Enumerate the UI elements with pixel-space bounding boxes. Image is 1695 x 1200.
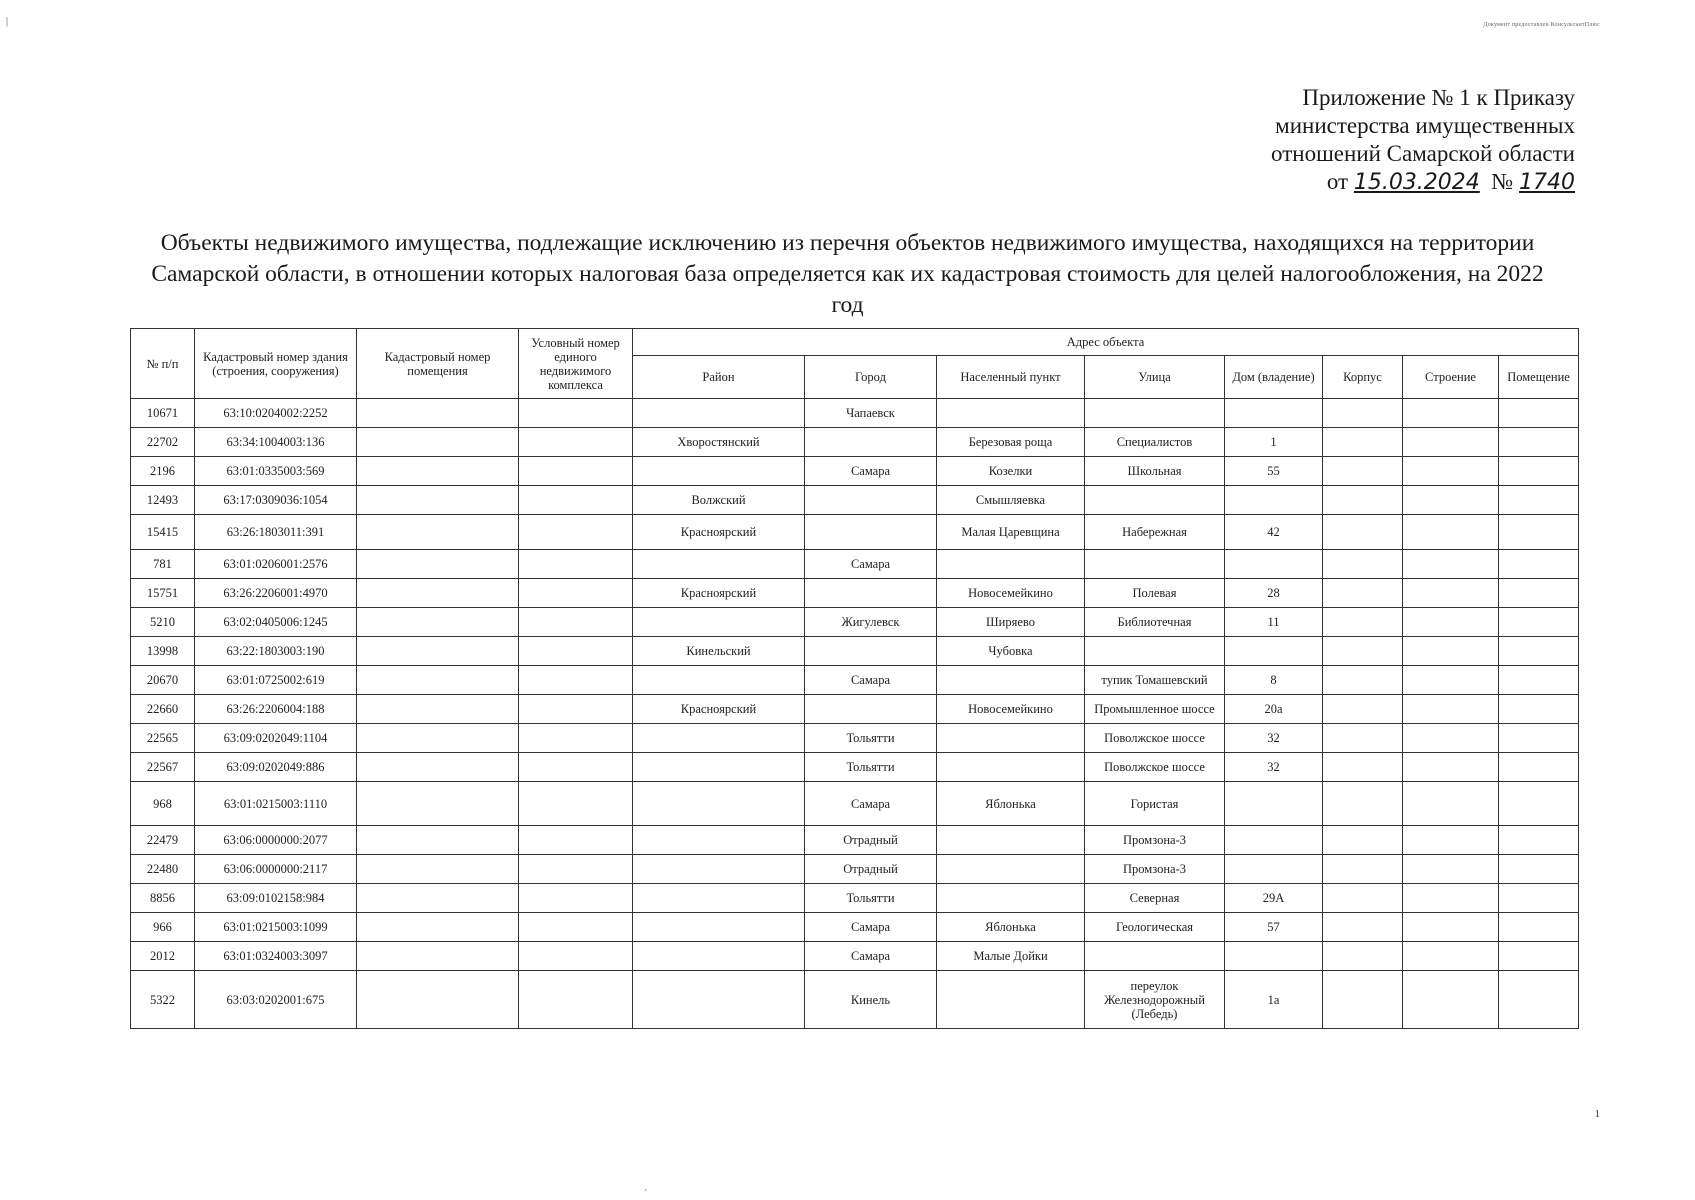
table-row: [131, 637, 1579, 666]
cell-korpus: [1323, 724, 1403, 753]
cell-city: Тольятти: [805, 884, 937, 913]
cell-street: [1085, 550, 1225, 579]
cell-num: 781: [131, 550, 195, 579]
cell-settlement: Новосемейкино: [937, 579, 1085, 608]
cell-complex: [519, 826, 633, 855]
appendix-date-line: [1271, 168, 1575, 197]
cell-korpus: [1323, 913, 1403, 942]
cell-building: 63:06:0000000:2117: [195, 855, 357, 884]
cell-house: 55: [1225, 457, 1323, 486]
cell-room: [357, 428, 519, 457]
cell-complex: [519, 608, 633, 637]
cell-pomeshchenie: [1499, 942, 1579, 971]
cell-stroenie: [1403, 826, 1499, 855]
cell-city: Отрадный: [805, 855, 937, 884]
table-row: [131, 579, 1579, 608]
cell-city: Отрадный: [805, 826, 937, 855]
table-row: [131, 724, 1579, 753]
cell-street: переулок Железнодорожный (Лебедь): [1085, 971, 1225, 1029]
cell-district: [633, 884, 805, 913]
cell-pomeshchenie: [1499, 515, 1579, 550]
cell-building: 63:03:0202001:675: [195, 971, 357, 1029]
page-number: 1: [1594, 1108, 1600, 1120]
cell-complex: [519, 971, 633, 1029]
cell-num: 2012: [131, 942, 195, 971]
cell-room: [357, 608, 519, 637]
cell-building: 63:09:0202049:886: [195, 753, 357, 782]
cell-pomeshchenie: [1499, 695, 1579, 724]
cell-num: 22479: [131, 826, 195, 855]
cell-room: [357, 942, 519, 971]
cell-settlement: Козелки: [937, 457, 1085, 486]
cell-house: [1225, 550, 1323, 579]
cell-building: 63:34:1004003:136: [195, 428, 357, 457]
cell-building: 63:10:0204002:2252: [195, 399, 357, 428]
cell-settlement: Смышляевка: [937, 486, 1085, 515]
cell-city: Тольятти: [805, 724, 937, 753]
cell-city: Самара: [805, 913, 937, 942]
cell-building: 63:09:0102158:984: [195, 884, 357, 913]
cell-building: 63:22:1803003:190: [195, 637, 357, 666]
cell-korpus: [1323, 971, 1403, 1029]
cell-stroenie: [1403, 855, 1499, 884]
cell-street: [1085, 637, 1225, 666]
cell-settlement: [937, 884, 1085, 913]
cell-settlement: [937, 724, 1085, 753]
table-row: [131, 826, 1579, 855]
table-row: [131, 971, 1579, 1029]
cell-room: [357, 695, 519, 724]
cell-room: [357, 457, 519, 486]
cell-complex: [519, 724, 633, 753]
cell-building: 63:01:0215003:1099: [195, 913, 357, 942]
cell-settlement: Новосемейкино: [937, 695, 1085, 724]
cell-settlement: Ширяево: [937, 608, 1085, 637]
table-row: [131, 942, 1579, 971]
cell-korpus: [1323, 457, 1403, 486]
cell-building: 63:17:0309036:1054: [195, 486, 357, 515]
cell-stroenie: [1403, 486, 1499, 515]
cell-num: 968: [131, 782, 195, 826]
cell-num: 10671: [131, 399, 195, 428]
cell-building: 63:01:0215003:1110: [195, 782, 357, 826]
cell-street: Северная: [1085, 884, 1225, 913]
cell-stroenie: [1403, 666, 1499, 695]
cell-pomeshchenie: [1499, 486, 1579, 515]
cell-korpus: [1323, 486, 1403, 515]
cell-num: 966: [131, 913, 195, 942]
table-row: [131, 608, 1579, 637]
cell-complex: [519, 515, 633, 550]
cell-district: [633, 782, 805, 826]
cell-house: 32: [1225, 753, 1323, 782]
cell-complex: [519, 855, 633, 884]
cell-city: Самара: [805, 782, 937, 826]
cell-pomeshchenie: [1499, 782, 1579, 826]
cell-room: [357, 913, 519, 942]
cell-stroenie: [1403, 913, 1499, 942]
cell-house: 11: [1225, 608, 1323, 637]
cell-stroenie: [1403, 971, 1499, 1029]
cell-num: 13998: [131, 637, 195, 666]
cell-korpus: [1323, 855, 1403, 884]
cell-stroenie: [1403, 637, 1499, 666]
cell-num: 22567: [131, 753, 195, 782]
cell-stroenie: [1403, 695, 1499, 724]
cell-house: [1225, 486, 1323, 515]
cell-korpus: [1323, 608, 1403, 637]
cell-num: 15751: [131, 579, 195, 608]
cell-house: 1: [1225, 428, 1323, 457]
cell-num: 15415: [131, 515, 195, 550]
cell-building: 63:01:0206001:2576: [195, 550, 357, 579]
cell-pomeshchenie: [1499, 753, 1579, 782]
cell-num: 2196: [131, 457, 195, 486]
cell-street: [1085, 942, 1225, 971]
table-row: [131, 855, 1579, 884]
cell-street: Полевая: [1085, 579, 1225, 608]
cell-street: Библиотечная: [1085, 608, 1225, 637]
cell-pomeshchenie: [1499, 855, 1579, 884]
cell-street: [1085, 399, 1225, 428]
cell-district: [633, 608, 805, 637]
cell-korpus: [1323, 942, 1403, 971]
cell-pomeshchenie: [1499, 608, 1579, 637]
cell-room: [357, 550, 519, 579]
cell-settlement: [937, 826, 1085, 855]
cell-stroenie: [1403, 782, 1499, 826]
header-house: Дом (владение): [1225, 356, 1323, 399]
cell-korpus: [1323, 666, 1403, 695]
cell-house: 29А: [1225, 884, 1323, 913]
cell-room: [357, 515, 519, 550]
cell-room: [357, 637, 519, 666]
cell-house: 57: [1225, 913, 1323, 942]
cell-settlement: [937, 399, 1085, 428]
cell-district: [633, 753, 805, 782]
cell-pomeshchenie: [1499, 637, 1579, 666]
table-row: [131, 753, 1579, 782]
cell-district: [633, 942, 805, 971]
cell-room: [357, 884, 519, 913]
cell-house: [1225, 826, 1323, 855]
order-date: 15.03.2024: [1353, 170, 1480, 195]
cell-stroenie: [1403, 884, 1499, 913]
table-row: [131, 913, 1579, 942]
cell-complex: [519, 428, 633, 457]
cell-house: [1225, 942, 1323, 971]
cell-room: [357, 579, 519, 608]
cell-building: 63:01:0725002:619: [195, 666, 357, 695]
cell-complex: [519, 666, 633, 695]
scan-mark: ': [645, 1188, 647, 1199]
cell-pomeshchenie: [1499, 666, 1579, 695]
cell-settlement: Чубовка: [937, 637, 1085, 666]
cell-korpus: [1323, 884, 1403, 913]
cell-building: 63:01:0335003:569: [195, 457, 357, 486]
cell-building: 63:06:0000000:2077: [195, 826, 357, 855]
header-stroenie: Строение: [1403, 356, 1499, 399]
cell-street: Поволжское шоссе: [1085, 724, 1225, 753]
cell-room: [357, 486, 519, 515]
cell-city: Чапаевск: [805, 399, 937, 428]
table-row: [131, 550, 1579, 579]
cell-num: 22660: [131, 695, 195, 724]
cell-pomeshchenie: [1499, 457, 1579, 486]
table-row: [131, 782, 1579, 826]
cell-korpus: [1323, 695, 1403, 724]
appendix-line-1: Приложение № 1 к Приказу: [1302, 85, 1575, 110]
header-korpus: Корпус: [1323, 356, 1403, 399]
cell-pomeshchenie: [1499, 884, 1579, 913]
table-row: [131, 695, 1579, 724]
table-row: [131, 515, 1579, 550]
cell-num: 22480: [131, 855, 195, 884]
table-row: [131, 399, 1579, 428]
cell-district: [633, 399, 805, 428]
table-row: [131, 486, 1579, 515]
cell-city: Жигулевск: [805, 608, 937, 637]
cell-pomeshchenie: [1499, 826, 1579, 855]
header-address: Адрес объекта: [633, 329, 1579, 356]
cell-complex: [519, 637, 633, 666]
cell-street: Поволжское шоссе: [1085, 753, 1225, 782]
cell-complex: [519, 579, 633, 608]
number-label: №: [1491, 169, 1514, 194]
cell-pomeshchenie: [1499, 971, 1579, 1029]
cell-building: 63:26:2206004:188: [195, 695, 357, 724]
cell-korpus: [1323, 826, 1403, 855]
cell-city: Самара: [805, 550, 937, 579]
cell-street: Школьная: [1085, 457, 1225, 486]
margin-mark: |: [6, 16, 9, 27]
cell-city: Самара: [805, 942, 937, 971]
cell-complex: [519, 457, 633, 486]
cell-pomeshchenie: [1499, 550, 1579, 579]
header-district: Район: [633, 356, 805, 399]
cell-num: 22565: [131, 724, 195, 753]
cell-district: [633, 971, 805, 1029]
cell-city: [805, 579, 937, 608]
cell-room: [357, 399, 519, 428]
from-label: от: [1326, 169, 1349, 194]
cell-settlement: [937, 971, 1085, 1029]
cell-num: 5322: [131, 971, 195, 1029]
cell-stroenie: [1403, 608, 1499, 637]
cell-settlement: [937, 666, 1085, 695]
cell-num: 8856: [131, 884, 195, 913]
cell-city: [805, 637, 937, 666]
cell-korpus: [1323, 579, 1403, 608]
cell-korpus: [1323, 782, 1403, 826]
cell-district: [633, 913, 805, 942]
table-row: [131, 666, 1579, 695]
cell-house: 20а: [1225, 695, 1323, 724]
table-body: [131, 399, 1579, 1029]
cell-district: [633, 550, 805, 579]
order-number: 1740: [1519, 170, 1575, 195]
cell-district: [633, 826, 805, 855]
cell-district: Красноярский: [633, 695, 805, 724]
cell-district: [633, 855, 805, 884]
cell-city: [805, 515, 937, 550]
cell-street: Набережная: [1085, 515, 1225, 550]
cell-city: [805, 428, 937, 457]
cell-complex: [519, 695, 633, 724]
cell-street: [1085, 486, 1225, 515]
cell-korpus: [1323, 515, 1403, 550]
cell-stroenie: [1403, 399, 1499, 428]
cell-num: 5210: [131, 608, 195, 637]
cell-korpus: [1323, 753, 1403, 782]
cell-building: 63:26:2206001:4970: [195, 579, 357, 608]
property-table: [130, 328, 1579, 1029]
cell-district: Красноярский: [633, 515, 805, 550]
cell-korpus: [1323, 550, 1403, 579]
cell-district: [633, 666, 805, 695]
cell-street: Промышленное шоссе: [1085, 695, 1225, 724]
cell-room: [357, 753, 519, 782]
cell-num: 20670: [131, 666, 195, 695]
table-row: [131, 428, 1579, 457]
cell-house: 32: [1225, 724, 1323, 753]
cell-settlement: Малые Дойки: [937, 942, 1085, 971]
cell-district: [633, 724, 805, 753]
cell-pomeshchenie: [1499, 428, 1579, 457]
cell-korpus: [1323, 428, 1403, 457]
cell-house: 42: [1225, 515, 1323, 550]
cell-settlement: [937, 753, 1085, 782]
cell-pomeshchenie: [1499, 913, 1579, 942]
cell-korpus: [1323, 637, 1403, 666]
cell-stroenie: [1403, 428, 1499, 457]
cell-settlement: Яблонька: [937, 913, 1085, 942]
cell-complex: [519, 942, 633, 971]
cell-street: Промзона-3: [1085, 826, 1225, 855]
header-building: Кадастровый номер здания (строения, сооружения): [195, 329, 357, 399]
cell-pomeshchenie: [1499, 579, 1579, 608]
header-room: Кадастровый номер помещения: [357, 329, 519, 399]
cell-korpus: [1323, 399, 1403, 428]
header-settlement: Населенный пункт: [937, 356, 1085, 399]
cell-num: 12493: [131, 486, 195, 515]
header-pomeshchenie: Помещение: [1499, 356, 1579, 399]
cell-stroenie: [1403, 457, 1499, 486]
cell-district: Красноярский: [633, 579, 805, 608]
cell-stroenie: [1403, 579, 1499, 608]
header-street: Улица: [1085, 356, 1225, 399]
cell-stroenie: [1403, 724, 1499, 753]
cell-building: 63:01:0324003:3097: [195, 942, 357, 971]
cell-district: [633, 457, 805, 486]
header-city: Город: [805, 356, 937, 399]
header-complex: Условный номер единого недвижимого комплекса: [519, 329, 633, 399]
cell-room: [357, 724, 519, 753]
header-num: № п/п: [131, 329, 195, 399]
cell-city: Самара: [805, 457, 937, 486]
consultant-watermark: Документ предоставлен КонсультантПлюс: [1483, 22, 1600, 28]
cell-street: Промзона-3: [1085, 855, 1225, 884]
cell-room: [357, 826, 519, 855]
cell-house: [1225, 399, 1323, 428]
cell-room: [357, 855, 519, 884]
table-row: [131, 457, 1579, 486]
cell-house: 8: [1225, 666, 1323, 695]
cell-district: Хворостянский: [633, 428, 805, 457]
cell-house: 28: [1225, 579, 1323, 608]
cell-complex: [519, 913, 633, 942]
cell-stroenie: [1403, 515, 1499, 550]
cell-city: Самара: [805, 666, 937, 695]
cell-house: [1225, 782, 1323, 826]
cell-pomeshchenie: [1499, 399, 1579, 428]
cell-settlement: Яблонька: [937, 782, 1085, 826]
cell-street: Гористая: [1085, 782, 1225, 826]
cell-street: тупик Томашевский: [1085, 666, 1225, 695]
cell-house: [1225, 855, 1323, 884]
appendix-line-2: министерства имущественных: [1275, 113, 1575, 138]
cell-city: [805, 486, 937, 515]
document-title: Объекты недвижимого имущества, подлежащие исключению из перечня объектов недвижимого имущества, находящихся на территории Самарской области, в отношении которых налоговая база определяется как их кадастровая стоимость для целей налогообложения, на 2022 год: [151, 230, 1544, 318]
cell-room: [357, 782, 519, 826]
cell-complex: [519, 550, 633, 579]
table-row: [131, 884, 1579, 913]
cell-complex: [519, 884, 633, 913]
cell-complex: [519, 782, 633, 826]
cell-settlement: Малая Царевщина: [937, 515, 1085, 550]
cell-building: 63:09:0202049:1104: [195, 724, 357, 753]
cell-stroenie: [1403, 550, 1499, 579]
cell-settlement: Березовая роща: [937, 428, 1085, 457]
appendix-line-3: отношений Самарской области: [1271, 141, 1575, 166]
cell-city: [805, 695, 937, 724]
cell-building: 63:02:0405006:1245: [195, 608, 357, 637]
cell-pomeshchenie: [1499, 724, 1579, 753]
cell-stroenie: [1403, 753, 1499, 782]
cell-district: Кинельский: [633, 637, 805, 666]
cell-house: [1225, 637, 1323, 666]
cell-street: Специалистов: [1085, 428, 1225, 457]
cell-building: 63:26:1803011:391: [195, 515, 357, 550]
cell-complex: [519, 486, 633, 515]
cell-settlement: [937, 550, 1085, 579]
cell-district: Волжский: [633, 486, 805, 515]
appendix-block: [1271, 84, 1575, 197]
cell-city: Кинель: [805, 971, 937, 1029]
cell-house: 1а: [1225, 971, 1323, 1029]
cell-complex: [519, 399, 633, 428]
cell-num: 22702: [131, 428, 195, 457]
cell-complex: [519, 753, 633, 782]
cell-settlement: [937, 855, 1085, 884]
cell-room: [357, 666, 519, 695]
cell-room: [357, 971, 519, 1029]
cell-street: Геологическая: [1085, 913, 1225, 942]
cell-stroenie: [1403, 942, 1499, 971]
cell-city: Тольятти: [805, 753, 937, 782]
